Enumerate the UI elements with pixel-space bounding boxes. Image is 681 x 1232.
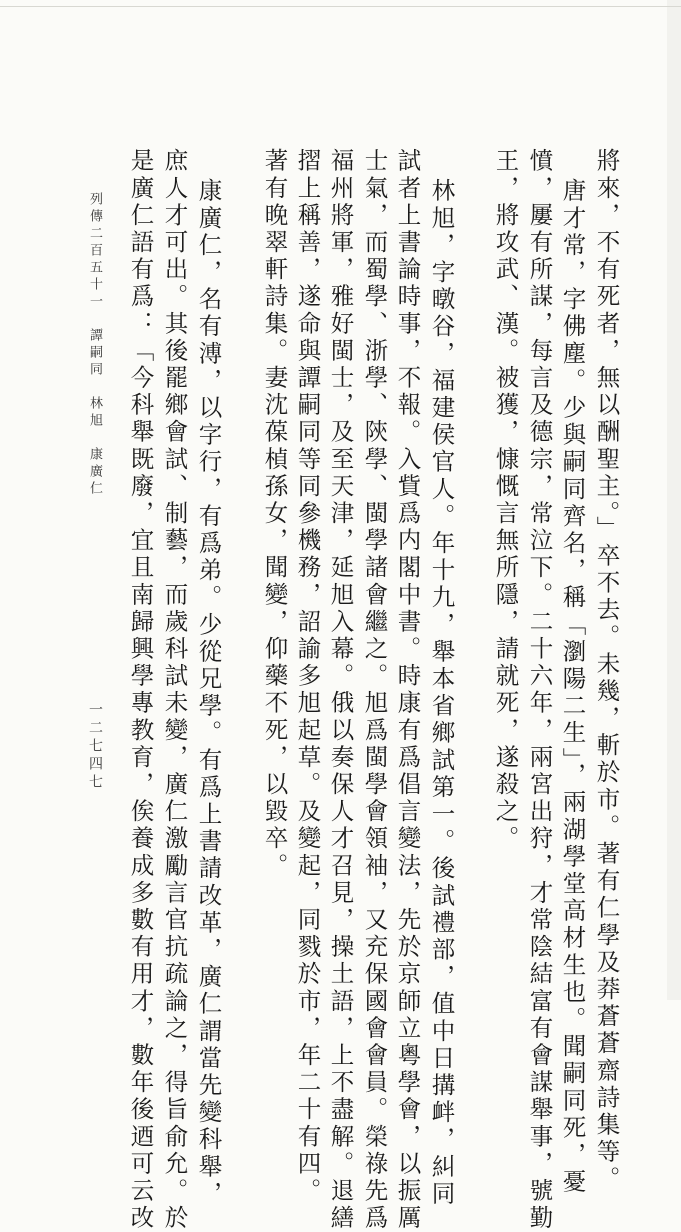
page-edge-shadow [667, 0, 681, 1000]
text-column-9: 摺上稱善，遂命與譚嗣同等同參機務，詔諭多旭起草。及變起，同戮於市，年二十有四。 [293, 148, 322, 1205]
text-column-1: 將來，不有死者，無以酬聖主。」卒不去。未幾，斬於市。著有仁學及莽蒼蒼齋詩集等。 [592, 148, 621, 1194]
page-number: 一二七四七 [87, 702, 103, 792]
text-column-8: 福州將軍，雅好閩士，及至天津，延旭入幕。俄以奏保人才召見，操土語，上不盡解。退繕 [326, 148, 355, 1232]
text-column-11: 康廣仁，名有溥，以字行，有爲弟。少從兄學。有爲上書請改革，廣仁謂當先變科舉， [194, 178, 223, 1208]
text-column-12: 庶人才可出。其後罷鄉會試、制藝，而歲科試未變，廣仁激勵言官抗疏論之，得旨俞允。於 [160, 148, 189, 1232]
text-column-5: 林旭，字暾谷，福建侯官人。年十九，舉本省鄉試第一。後試禮部，值中日搆衅，糾同 [427, 178, 456, 1208]
text-column-6: 試者上書論時事，不報。入貲爲内閣中書。時康有爲倡言變法，先於京師立粵學會，以振厲 [393, 148, 422, 1232]
text-column-2: 唐才常，字佛塵。少與嗣同齊名，稱「瀏陽二生」，兩湖學堂高材生也。聞嗣同死，憂 [558, 178, 587, 1197]
page-top-edge [0, 6, 681, 7]
text-column-3: 憤，屢有所謀，每言及德宗，常泣下。二十六年，兩宮出狩，才常陰結富有會謀舉事，號勤 [525, 148, 554, 1232]
text-column-4: 王，將攻武、漢。被獲，慷慨言無所隱，請就死，遂殺之。 [491, 148, 520, 853]
text-column-10: 著有晚翠軒詩集。妻沈葆楨孫女，聞變，仰藥不死，以毀卒。 [260, 148, 289, 880]
text-column-7: 士氣，而蜀學、浙學、陝學、閩學諸會繼之。旭爲閩學會領袖，又充保國會會員。榮祿先爲 [360, 148, 389, 1232]
running-head: 列傳二百五十一 譚嗣同 林旭 康廣仁 [87, 192, 102, 498]
text-column-13: 是廣仁語有爲：「今科舉既廢，宜且南歸興學專教育，俟養成多數有用才，數年後迺可云改 [126, 148, 155, 1232]
